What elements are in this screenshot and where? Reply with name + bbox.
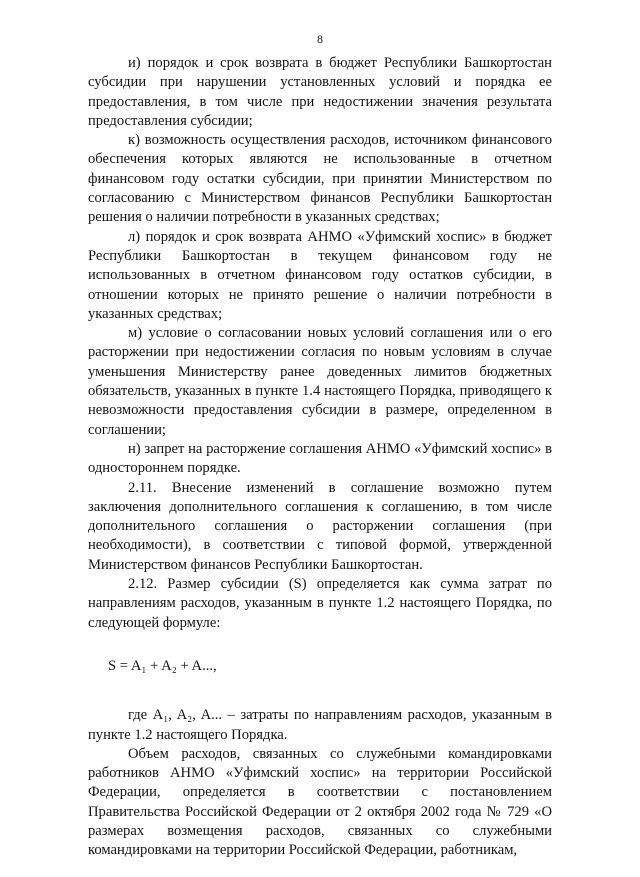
paragraph-i: и) порядок и срок возврата в бюджет Республики Башкортостан субсидии при нарушении установленных условий и порядка ее предоставления, в том числе при недостижении значения результата предоставления субсидии; <box>88 55 552 129</box>
page-number: 8 <box>317 32 323 46</box>
paragraph-k: к) возможность осуществления расходов, источником финансового обеспечения которых являются не использованные в отчетном финансовом году остатки субсидии, при принятии Министерством по согласованию с Министерством финансов Республики Башкортостан решения о наличии потребности в указанных средствах; <box>88 132 552 226</box>
paragraph-2-12: 2.12. Размер субсидии (S) определяется как сумма затрат по направлениям расходов, указанным в пункте 1.2 настоящего Порядка, по следующей формуле: <box>88 576 552 631</box>
paragraph-l: л) порядок и срок возврата АНМО «Уфимский хоспис» в бюджет Республики Башкортостан в текущем финансовом году не использованных в отчетном финансовом году остатков субсидии, в отношении которых не принято решение о наличии потребности в указанных средствах; <box>88 228 552 322</box>
paragraph-m: м) условие о согласовании новых условий соглашения или о его расторжении при недостижении согласия по новым условиям в случае уменьшения Министерству ранее доведенных лимитов бюджетных обязательств, указанных в пункте 1.4 настоящего Порядка, приводящего к невозможности предоставления субсидии в размере, определенном в соглашении; <box>88 325 552 438</box>
paragraph-n: н) запрет на расторжение соглашения АНМО «Уфимский хоспис» в одностороннем порядке. <box>88 440 552 477</box>
paragraph-2-11: 2.11. Внесение изменений в соглашение возможно путем заключения дополнительного соглашения к соглашению, в том числе дополнительного соглашения о расторжении соглашения (при необходимости), в соответствии с типовой формой, утвержденной Министерством финансов Республики Башкортостан. <box>88 479 552 573</box>
formula-explanation: где A₁, A₂, A... – затраты по направлениям расходов, указанным в пункте 1.2 настоящего Порядка. <box>88 707 552 743</box>
subsidy-formula: S = A₁ + A₂ + A..., <box>108 657 217 674</box>
paragraph-travel-expenses: Объем расходов, связанных со служебными командировками работников АНМО «Уфимский хоспис» на территории Российской Федерации, определяется в соответствии с постановлением Правительства Российской Федерации от 2 октября 2002 года № 729 «О размерах возмещения расходов, связанных со служебными командировками на территории Российской Федерации, работникам, <box>88 745 552 859</box>
